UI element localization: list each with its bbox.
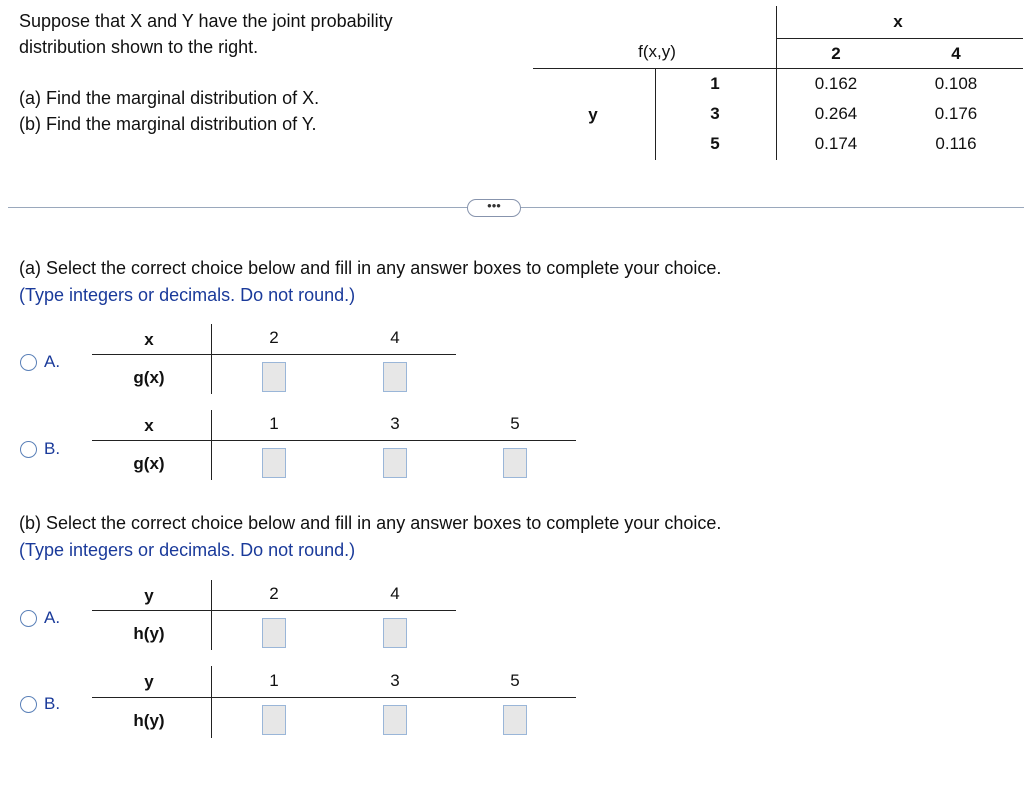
- x-value: 2: [269, 328, 279, 347]
- y-value: 2: [269, 584, 279, 603]
- part-a-hint: (Type integers or decimals. Do not round.): [19, 285, 356, 305]
- g-x-header: g(x): [133, 454, 165, 473]
- part-a-option-a-radio[interactable]: [20, 354, 37, 371]
- part-b-option-a-radio[interactable]: [20, 610, 37, 627]
- y-value: 3: [390, 671, 400, 690]
- y-header: y: [144, 672, 154, 691]
- part-b-option-b-label: B.: [44, 694, 61, 713]
- table-cell: 0.176: [934, 104, 978, 123]
- part-a-option-a-label: A.: [44, 352, 61, 371]
- table-cell: 0.108: [934, 74, 978, 93]
- part-b-hint: (Type integers or decimals. Do not round.): [19, 540, 356, 560]
- answer-input-box[interactable]: [383, 618, 407, 648]
- show-more-button[interactable]: •••: [467, 199, 521, 217]
- answer-input-box[interactable]: [503, 705, 527, 735]
- part-b-question: (b) Find the marginal distribution of Y.: [19, 114, 317, 134]
- x-value: 4: [390, 328, 400, 347]
- answer-input-box[interactable]: [383, 362, 407, 392]
- corner-label: f(x,y): [638, 42, 676, 61]
- answer-input-box[interactable]: [262, 362, 286, 392]
- x-header: x: [144, 416, 154, 435]
- problem-statement-line1: Suppose that X and Y have the joint probability: [19, 11, 393, 31]
- y-value-5: 5: [710, 134, 720, 153]
- answer-input-box[interactable]: [262, 705, 286, 735]
- x-value-2: 2: [831, 44, 841, 63]
- x-value-4: 4: [951, 44, 961, 63]
- answer-input-box[interactable]: [503, 448, 527, 478]
- y-value: 1: [269, 671, 279, 690]
- part-a-option-b-radio[interactable]: [20, 441, 37, 458]
- table-cell: 0.264: [814, 104, 858, 123]
- answer-input-box[interactable]: [262, 448, 286, 478]
- y-value-3: 3: [710, 104, 720, 123]
- part-a-question: (a) Find the marginal distribution of X.: [19, 88, 320, 108]
- answer-input-box[interactable]: [262, 618, 286, 648]
- x-axis-label: x: [893, 12, 903, 31]
- table-cell: 0.162: [814, 74, 858, 93]
- y-axis-label: y: [588, 105, 598, 124]
- part-b-option-a-label: A.: [44, 608, 61, 627]
- y-value: 4: [390, 584, 400, 603]
- table-cell: 0.174: [814, 134, 858, 153]
- part-b-instruction: (b) Select the correct choice below and fill in any answer boxes to complete your choice.: [19, 513, 722, 533]
- part-a-option-b-label: B.: [44, 439, 61, 458]
- table-cell: 0.116: [935, 134, 977, 153]
- g-x-header: g(x): [133, 368, 165, 387]
- part-b-option-b-radio[interactable]: [20, 696, 37, 713]
- x-value: 1: [269, 414, 279, 433]
- answer-input-box[interactable]: [383, 448, 407, 478]
- x-value: 5: [510, 414, 520, 433]
- x-header: x: [144, 330, 154, 349]
- part-a-instruction: (a) Select the correct choice below and fill in any answer boxes to complete your choice.: [19, 258, 722, 278]
- h-y-header: h(y): [133, 711, 165, 730]
- problem-statement-line2: distribution shown to the right.: [19, 37, 259, 57]
- y-header: y: [144, 586, 154, 605]
- answer-input-box[interactable]: [383, 705, 407, 735]
- h-y-header: h(y): [133, 624, 165, 643]
- y-value-1: 1: [710, 74, 720, 93]
- x-value: 3: [390, 414, 400, 433]
- y-value: 5: [510, 671, 520, 690]
